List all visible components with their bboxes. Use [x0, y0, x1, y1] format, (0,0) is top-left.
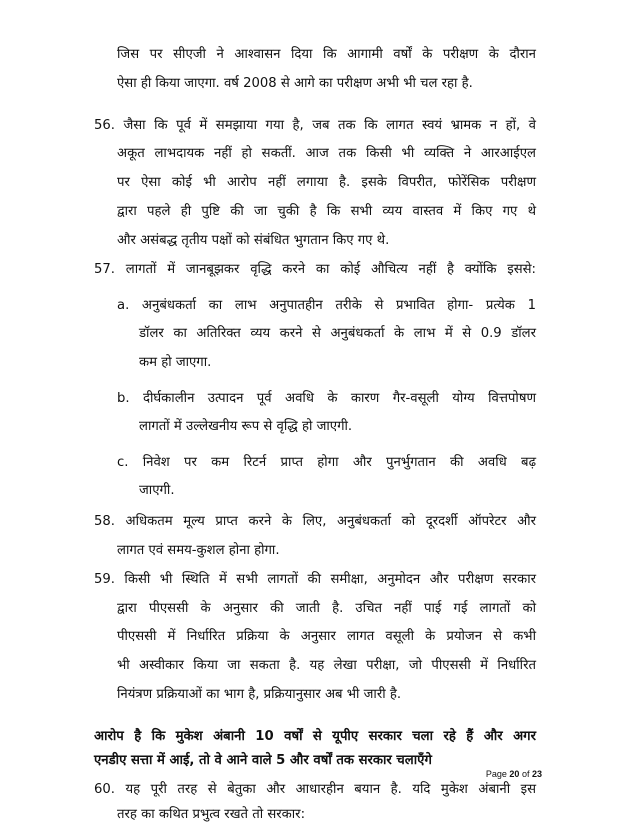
paragraph-line: ऐसा ही किया जाएगा. वर्ष 2008 से आगे का परीक्षण अभी भी चल रहा है. [117, 76, 473, 91]
section-heading-line: आरोप है कि मुकेश अंबानी 10 वर्षों से यूपीए सरकार चला रहे हैं और अगर [94, 729, 536, 744]
footer-of-word: of [521, 769, 530, 779]
paragraph-line: जिस पर सीएजी ने आश्वासन दिया कि आगामी वर्षों के परीक्षण के दौरान [117, 47, 536, 62]
list-item-c-line: c. निवेश पर कम रिटर्न प्राप्त होगा और पुनर्भुगतान की अवधि बढ़ [117, 455, 536, 470]
paragraph-60-line: तरह का कथित प्रभुत्व रखते तो सरकार: [117, 807, 306, 822]
paragraph-56-line: अकूत लाभदायक नहीं हो सकतीं. आज तक किसी भी व्यक्ति ने आरआईएल [117, 146, 536, 161]
paragraph-56-line: 56. जैसा कि पूर्व में समझाया गया है, जब तक कि लागत स्वयं भ्रामक न हों, वे [94, 118, 536, 133]
footer-total-pages: 23 [531, 769, 542, 779]
paragraph-57-line: 57. लागतों में जानबूझकर वृद्धि करने का कोई औचित्य नहीं है क्योंकि इससे: [94, 262, 536, 277]
paragraph-59-line: भी अस्वीकार किया जा सकता है. यह लेखा परीक्षा, जो पीएससी में निर्धारित [117, 658, 536, 673]
paragraph-60-line: 60. यह पूरी तरह से बेतुका और आधारहीन बयान है. यदि मुकेश अंबानी इस [94, 782, 536, 797]
paragraph-56-line: पर ऐसा कोई भी आरोप नहीं लगाया है. इसके विपरीत, फोरेंसिक परीक्षण [117, 175, 536, 190]
list-item-a-line: कम हो जाएगा. [139, 355, 212, 370]
list-item-b-line: लागतों में उल्लेखनीय रूप से वृद्धि हो जाएगी. [139, 419, 353, 434]
footer-page-number: 20 [509, 769, 520, 779]
paragraph-59-line: पीएससी में निर्धारित प्रक्रिया के अनुसार लागत वसूली के प्रयोजन से कभी [117, 629, 536, 644]
paragraph-56-line: द्वारा पहले ही पुष्टि की जा चुकी है कि सभी व्यय वास्तव में किए गए थे [117, 204, 536, 219]
paragraph-58-line: 58. अधिकतम मूल्य प्राप्त करने के लिए, अनुबंधकर्ता को दूरदर्शी ऑपरेटर और [94, 514, 536, 529]
list-item-a-line: डॉलर का अतिरिक्त व्यय करने से अनुबंधकर्ता के लाभ में से 0.9 डॉलर [139, 326, 536, 341]
page-number-footer [486, 769, 542, 779]
section-heading-line: एनडीए सत्ता में आई, तो वे आने वाले 5 और वर्षों तक सरकार चलाएँगे [94, 753, 432, 768]
paragraph-59-line: द्वारा पीएससी के अनुसार की जाती है. उचित नहीं पाई गई लागतों को [117, 601, 536, 616]
paragraph-59-line: नियंत्रण प्रक्रियाओं का भाग है, प्रक्रियानुसार अब भी जारी है. [117, 687, 402, 702]
paragraph-56-line: और असंबद्ध तृतीय पक्षों को संबंधित भुगतान किए गए थे. [117, 233, 390, 248]
paragraph-59-line: 59. किसी भी स्थिति में सभी लागतों की समीक्षा, अनुमोदन और परीक्षण सरकार [94, 572, 536, 587]
list-item-c-line: जाएगी. [139, 483, 175, 498]
paragraph-58-line: लागत एवं समय-कुशल होना होगा. [117, 543, 280, 558]
list-item-b-line: b. दीर्घकालीन उत्पादन पूर्व अवधि के कारण गैर-वसूली योग्य वित्तपोषण [117, 391, 536, 406]
list-item-a-line: a. अनुबंधकर्ता का लाभ अनुपातहीन तरीके से प्रभावित होगा- प्रत्येक 1 [117, 298, 536, 313]
footer-page-word: Page [485, 769, 507, 779]
